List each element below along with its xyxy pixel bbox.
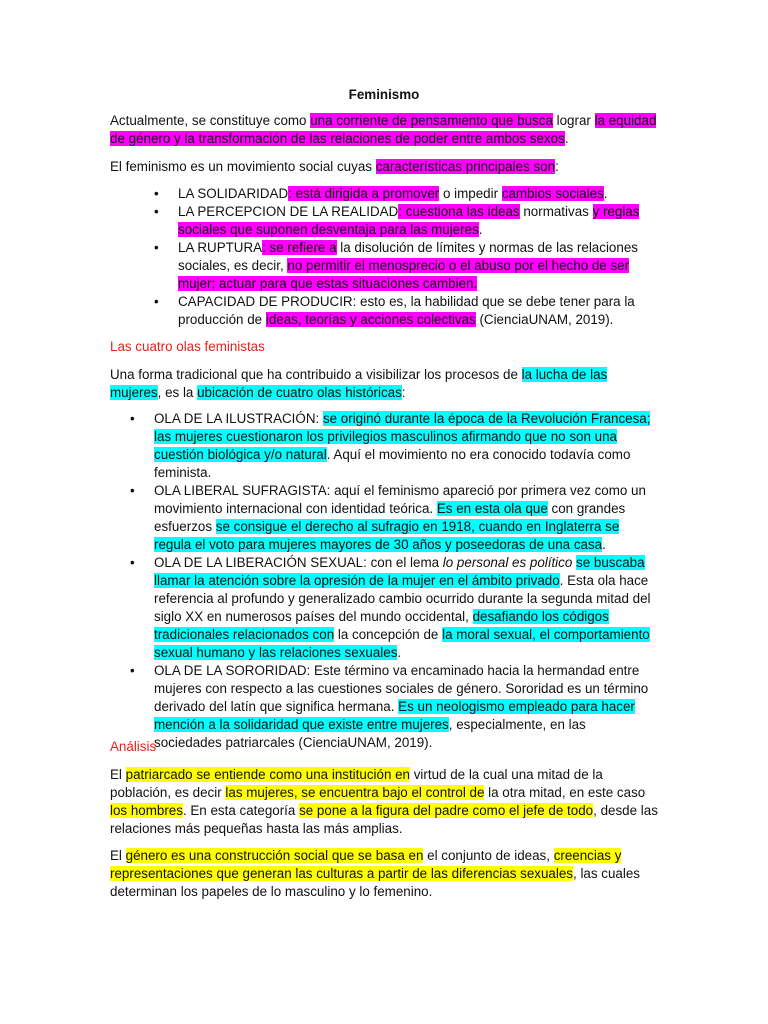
list-item: [178, 185, 648, 203]
text-run: LA PERCEPCION DE LA REALIDAD: [178, 204, 399, 219]
highlighted-text: características principales son: [375, 159, 556, 174]
text-run: lograr: [552, 113, 595, 128]
highlighted-text: se buscaba llamar la atención sobre la opresión de la mujer en el ámbito privado: [154, 555, 645, 588]
text-run: con grandes esfuerzos: [154, 501, 626, 534]
list-item: [178, 203, 648, 239]
list-item: [154, 554, 656, 662]
highlighted-text: patriarcado se entiende como una institución en: [125, 767, 411, 782]
highlighted-text: : cuestiona las ideas: [398, 204, 520, 219]
highlighted-text: la moral sexual, el comportamiento sexual humano y las relaciones sexuales: [154, 627, 650, 660]
text-run: :: [401, 385, 406, 400]
text-run: LA RUPTURA: [178, 240, 263, 255]
analysis-paragraph: [110, 766, 658, 838]
text-run: .: [602, 537, 606, 552]
section-heading-analysis: Análisis: [110, 739, 157, 754]
text-run: OLA DE LA SORORIDAD: Este término va encaminado hacia la hermandad entre mujeres con respecto a las cuestiones sociales de género. Sororidad es un término derivado del latín que significa hermana.: [154, 663, 649, 714]
highlighted-text: se consigue el derecho al sufragio en 1918, cuando en Inglaterra se regula el voto para mujeres mayores de 30 años y poseedoras de una casa: [154, 519, 620, 552]
list-item: [154, 482, 656, 554]
text-run: . En esta categoría: [182, 803, 300, 818]
text-run: . Esta ola hace referencia al profundo y generalizado cambio ocurrido durante la segunda mitad del siglo XX en numerosos países del mundo occidental,: [154, 573, 651, 624]
highlighted-text: los hombres: [110, 803, 183, 818]
text-run: OLA DE LA LIBERACIÓN SEXUAL: con el lema: [154, 555, 443, 570]
text-run: la concepción de: [334, 627, 443, 642]
text-run: el conjunto de ideas,: [423, 848, 554, 863]
section-heading-waves: Las cuatro olas feministas: [110, 339, 265, 354]
text-run: virtud de la cual una mitad de la población, es decir: [110, 767, 603, 800]
document-title: Feminismo: [348, 87, 420, 102]
text-run: CAPACIDAD DE PRODUCIR: esto es, la habilidad que se debe tener para la producción de: [178, 294, 635, 327]
text-run: . Aquí el movimiento no era conocido todavía como feminista.: [154, 447, 631, 480]
italic-text: lo personal es político: [442, 555, 573, 570]
text-run: LA SOLIDARIDAD: [178, 186, 289, 201]
text-run: El: [110, 848, 126, 863]
highlighted-text: se pone a la figura del padre como el jefe de todo: [299, 803, 594, 818]
highlighted-text: las mujeres, se encuentra bajo el control de: [225, 785, 485, 800]
highlighted-text: género es una construcción social que se basa en: [125, 848, 424, 863]
text-run: , las cuales determinan los papeles de lo masculino y lo femenino.: [110, 866, 640, 899]
list-item: [154, 410, 656, 482]
text-run: , especialmente, en las sociedades patriarcales (CienciaUNAM, 2019).: [154, 717, 586, 750]
text-run: OLA DE LA ILUSTRACIÓN:: [154, 411, 323, 426]
text-run: , desde las relaciones más pequeñas hasta las más amplias.: [110, 803, 658, 836]
text-run: la disolución de límites y normas de las relaciones sociales, es decir,: [178, 240, 638, 273]
text-run: (CienciaUNAM, 2019).: [475, 312, 614, 327]
text-run: .: [603, 186, 608, 201]
text-run: , es la: [157, 385, 198, 400]
text-run: .: [564, 131, 569, 146]
highlighted-text: cambios sociales: [501, 186, 604, 201]
characteristics-list: [178, 185, 648, 329]
analysis-paragraph: [110, 847, 658, 901]
text-run: .: [397, 645, 402, 660]
highlighted-text: Es un neologismo empleado para hacer mención a la solidaridad que existe entre mujeres: [154, 699, 635, 732]
list-item: [154, 662, 656, 752]
intro-paragraph: [110, 112, 658, 148]
highlighted-text: y reglas sociales que suponen desventaja para las mujeres: [178, 204, 640, 237]
text-run: .: [478, 222, 483, 237]
highlighted-text: se originó durante la época de la Revolución Francesa; las mujeres cuestionaron los privilegios masculinos afirmando que no son una cuestión biológica y/o natural: [154, 411, 651, 462]
highlighted-text: la equidad de género y la transformación de las relaciones de poder entre ambos sexos: [110, 113, 657, 146]
text-run: El: [110, 767, 126, 782]
highlighted-text: desafiando los códigos tradicionales relacionados con: [154, 609, 609, 642]
text-run: OLA LIBERAL SUFRAGISTA: aquí el feminismo apareció por primera vez como un movimiento internacional con identidad teórica.: [154, 483, 646, 516]
highlighted-text: : está dirigida a promover: [288, 186, 440, 201]
highlighted-text: ideas, teorías y acciones colectivas: [265, 312, 476, 327]
list-item: [178, 239, 648, 293]
text-run: :: [555, 159, 559, 174]
text-run: o impedir: [439, 186, 502, 201]
text-run: Actualmente, se constituye como: [110, 113, 311, 128]
text-run: la otra mitad, en este caso: [484, 785, 646, 800]
list-item: [178, 293, 648, 329]
waves-intro-paragraph: [110, 366, 658, 402]
highlighted-text: Es en esta ola que: [436, 501, 548, 516]
highlighted-text: ubicación de cuatro olas históricas: [197, 385, 402, 400]
definition-paragraph: [110, 158, 658, 176]
highlighted-text: : se refiere a: [262, 240, 337, 255]
highlighted-text: creencias y representaciones que generan las culturas a partir de las diferencias sexuales: [110, 848, 622, 881]
text-run: Una forma tradicional que ha contribuido a visibilizar los procesos de: [110, 367, 522, 382]
text-run: El feminismo es un movimiento social cuyas: [110, 159, 376, 174]
highlighted-text: una corriente de pensamiento que busca: [310, 113, 553, 128]
highlighted-text: la lucha de las mujeres: [110, 367, 608, 400]
highlighted-text: no permitir el menosprecio o el abuso por el hecho de ser mujer; actuar para que estas situaciones cambien.: [178, 258, 630, 291]
text-run: normativas: [519, 204, 593, 219]
waves-list: [154, 410, 656, 752]
